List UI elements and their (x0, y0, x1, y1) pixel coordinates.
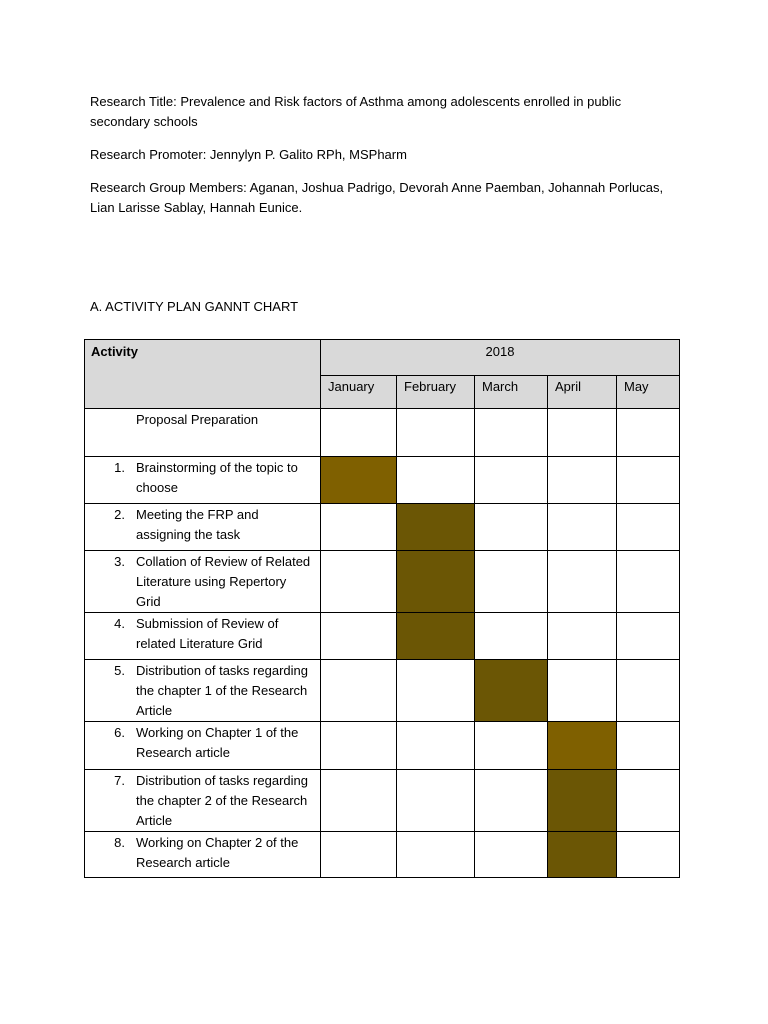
gantt-cell (321, 832, 397, 878)
gantt-cell (617, 770, 680, 832)
gantt-cell (397, 722, 475, 770)
gantt-bar (397, 504, 475, 551)
activity-text: Distribution of tasks regarding the chapter 2 of the Research Article (136, 773, 308, 828)
activity-text: Working on Chapter 1 of the Research article (136, 725, 299, 760)
activity-row (85, 551, 680, 613)
gantt-cell (321, 613, 397, 660)
gantt-cell (475, 770, 548, 832)
activity-text: Collation of Review of Related Literature using Repertory Grid (136, 554, 311, 609)
month-header-may: May (617, 376, 680, 409)
activity-text: Brainstorming of the topic to choose (136, 460, 298, 495)
gantt-cell (397, 457, 475, 504)
activity-row (85, 457, 680, 504)
activity-number: 2. (114, 507, 125, 522)
activity-row (85, 504, 680, 551)
gantt-cell (548, 551, 617, 613)
gantt-cell (321, 409, 397, 457)
gantt-cell (321, 504, 397, 551)
gantt-cell (617, 409, 680, 457)
activity-cell (85, 551, 321, 613)
activity-cell (85, 613, 321, 660)
gantt-cell (321, 660, 397, 722)
gantt-table (84, 339, 680, 878)
activity-cell (85, 660, 321, 722)
group-label: Proposal Preparation (136, 412, 259, 427)
gantt-cell (617, 832, 680, 878)
gantt-cell (617, 613, 680, 660)
gantt-bar (397, 551, 475, 613)
activity-column-header: Activity (85, 340, 321, 409)
group-row (85, 409, 680, 457)
activity-text: Submission of Review of related Literature Grid (136, 616, 279, 651)
gantt-bar (548, 832, 617, 878)
activity-row (85, 832, 680, 878)
activity-row (85, 660, 680, 722)
activity-cell (85, 504, 321, 551)
gantt-cell (617, 722, 680, 770)
gantt-cell (321, 722, 397, 770)
activity-row (85, 770, 680, 832)
activity-cell (85, 770, 321, 832)
activity-text: Distribution of tasks regarding the chapter 1 of the Research Article (136, 663, 308, 718)
gantt-bar (397, 613, 475, 660)
gantt-cell (548, 613, 617, 660)
gantt-bar (548, 722, 617, 770)
activity-number: 7. (114, 773, 125, 788)
gantt-cell (617, 660, 680, 722)
year-header: 2018 (321, 340, 680, 376)
gantt-cell (397, 409, 475, 457)
activity-number: 3. (114, 554, 125, 569)
gantt-bar (475, 660, 548, 722)
gantt-cell (548, 457, 617, 504)
activity-number: 6. (114, 725, 125, 740)
research-title: Research Title: Prevalence and Risk factors of Asthma among adolescents enrolled in public secondary schools (90, 94, 622, 129)
activity-number: 8. (114, 835, 125, 850)
gantt-cell (475, 832, 548, 878)
gantt-cell (548, 504, 617, 551)
research-group-members: Research Group Members: Aganan, Joshua Padrigo, Devorah Anne Paemban, Johannah Porlucas, Lian Larisse Sablay, Hannah Eunice. (90, 180, 664, 215)
activity-text: Working on Chapter 2 of the Research article (136, 835, 299, 870)
gantt-cell (548, 409, 617, 457)
month-header-february: February (397, 376, 475, 409)
gantt-cell (321, 551, 397, 613)
month-header-march: March (475, 376, 548, 409)
gantt-cell (475, 613, 548, 660)
gantt-cell (548, 660, 617, 722)
activity-cell (85, 832, 321, 878)
activity-number: 4. (114, 616, 125, 631)
gantt-cell (475, 722, 548, 770)
activity-cell (85, 722, 321, 770)
gantt-bar (321, 457, 397, 504)
activity-row (85, 613, 680, 660)
gantt-cell (617, 551, 680, 613)
gantt-cell (475, 409, 548, 457)
gantt-cell (617, 504, 680, 551)
activity-text: Meeting the FRP and assigning the task (136, 507, 259, 542)
gantt-cell (397, 660, 475, 722)
gantt-cell (475, 551, 548, 613)
gantt-cell (321, 770, 397, 832)
gantt-cell (397, 770, 475, 832)
gantt-cell (397, 832, 475, 878)
activity-number: 1. (114, 460, 125, 475)
activity-row (85, 722, 680, 770)
month-header-january: January (321, 376, 397, 409)
activity-number: 5. (114, 663, 125, 678)
gantt-bar (548, 770, 617, 832)
gantt-cell (475, 457, 548, 504)
activity-cell (85, 457, 321, 504)
gantt-cell (617, 457, 680, 504)
gantt-cell (475, 504, 548, 551)
month-header-april: April (548, 376, 617, 409)
research-promoter: Research Promoter: Jennylyn P. Galito RPh, MSPharm (90, 147, 407, 162)
section-heading: A. ACTIVITY PLAN GANNT CHART (90, 299, 299, 314)
